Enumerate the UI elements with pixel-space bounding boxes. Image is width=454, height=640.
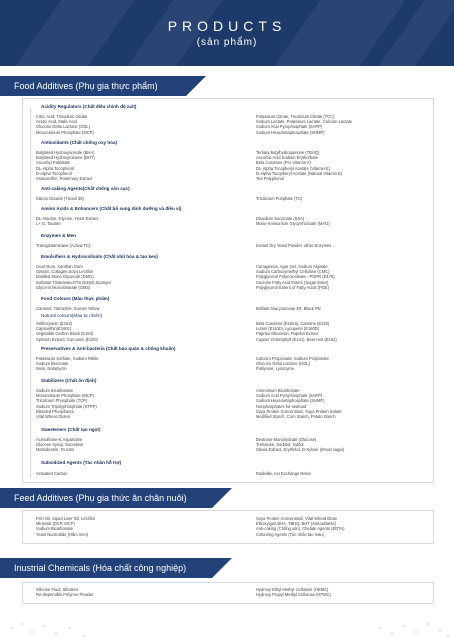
- anticaking-list-right: [256, 196, 302, 201]
- list-item: Polyglycerol Esters of Fatty Acids (PGE): [256, 284, 330, 290]
- list-item: Glucono Delta Lactone (GDL): [256, 361, 310, 367]
- list-item: Instant Dry Yeast Powder, other Enzymes ...: [256, 243, 336, 248]
- colours-list-left: [36, 306, 99, 311]
- list-item: Citric Acid, Trisodium Citrate: [36, 114, 88, 119]
- list-item: Tricalcium Phosphate (TCP): [36, 398, 88, 404]
- emulsifiers-list-right: [256, 264, 335, 290]
- list-item: Ascorbyl Palmitate: [36, 160, 70, 166]
- list-item: Anti-caking (Chống vón), Chelate Agents (EDTA): [256, 526, 345, 532]
- list-item: Brilliant blue,ponceau 4R, Black PN: [256, 306, 321, 311]
- list-item: Ammonium Bicarbonate: [256, 388, 300, 393]
- natural-colours-heading: Natural colours(Màu tự nhiên): [41, 313, 103, 318]
- list-item: Vegetable Carbon Black (E153): [36, 331, 94, 337]
- stabilizers-list-right: [256, 388, 342, 419]
- list-item: Re-dispersible Polymer Powder: [36, 592, 94, 598]
- list-item: Lutein (E161b), Lycopene (E160D): [256, 326, 320, 332]
- stabilizers-list-left: [36, 388, 97, 419]
- list-item: Silicone Fluid, Silicates: [36, 587, 78, 592]
- anticaking-heading: Anti-caking Agents(Chất chống vón cục): [41, 186, 130, 191]
- list-item: Potassium Citrate, Tricalcium Citrate (TCC): [256, 114, 335, 119]
- list-item: Sodium Carboxymethyl Cellulose (CMC): [256, 269, 330, 275]
- feed-list-right: [256, 516, 344, 537]
- list-item: Sodium Tripolyphosphate (STPP): [36, 403, 97, 409]
- list-item: Acesulfame-K,Aspartame: [36, 437, 83, 442]
- list-item: Colouring Agents (Tác nhân tạo màu): [256, 531, 325, 537]
- feed-additives-banner: [0, 488, 212, 508]
- list-item: Silicon Dioxide (Tixosil 38): [36, 196, 84, 201]
- list-item: Butylated Hydroxytoluene (BHT): [36, 155, 95, 161]
- list-item: Hydroxy Ethyl Methyl Cellulose (HEMC): [256, 587, 329, 592]
- amino-heading: Amino Acids & Enhancers (Chất bổ sung dinh dưỡng và điều vị): [41, 206, 182, 211]
- list-item: Paprika Oleoresin, Paprika Extract: [256, 331, 319, 337]
- list-item: Sucrose Fatty Acid Esters (Sugar Ester): [256, 279, 329, 285]
- list-item: Nonphosphates for seafood: [256, 403, 307, 409]
- page-title: PRODUCTS: [167, 18, 287, 34]
- list-item: Monocalcium Phosphate (MCP): [36, 129, 94, 135]
- list-item: Fish Oil, Squid Liver Oil, Lecithin: [36, 516, 96, 521]
- list-item: Astaxanthin, Rosemary Extract: [36, 175, 93, 181]
- list-item: Tertiary-butylhydroquinone (TBHQ): [256, 150, 320, 155]
- list-item: Stevia Extract, Erythritol, D-Xylose (Wood sugar): [256, 447, 345, 453]
- list-item: Minerals (DCP, MCP): [36, 521, 75, 527]
- food-additives-banner: [0, 76, 186, 96]
- enzymes-list-right: [256, 243, 336, 248]
- stabilizers-heading: Stabilizers (Chất ổn định): [41, 378, 97, 383]
- list-item: Capsanthin(E160c): [36, 326, 72, 332]
- list-item: Trehalose, Sorbitol, Xylitol: [256, 442, 304, 448]
- colours-heading: Food Colours (Màu thực phẩm): [41, 296, 110, 301]
- list-item: Monocalcium Phosphate (MCP): [36, 393, 94, 399]
- subsidized-heading: Subsidized Agents (Tác nhân hỗ trợ): [41, 460, 122, 465]
- list-item: Calcium Propionate, Sodium Propionate: [256, 356, 329, 361]
- list-item: Vital Wheat Gluten: [36, 413, 71, 419]
- list-item: Polilysine, Lysozyme: [256, 366, 294, 372]
- list-item: Tricalcium Posphate (TC): [256, 196, 303, 201]
- enzymes-list-left: [36, 243, 90, 248]
- acidity-list-left: [36, 114, 94, 135]
- list-item: Potassium Sorbate, Sodium Nitrite: [36, 356, 99, 361]
- list-item: Spinach Extract, Curcumin (E100): [36, 336, 98, 342]
- list-item: Beta Carotene (Pro Vitamin A): [256, 160, 311, 166]
- list-item: Caramel, Tartrazine, Sunset Yellow: [36, 306, 100, 311]
- antioxidants-list-left: [36, 150, 95, 181]
- decorative-dot-pattern: [0, 598, 454, 640]
- page-subtitle: (sản phẩm): [196, 37, 258, 48]
- subsidized-list-right: [256, 471, 311, 476]
- list-item: Sodium Acid Pyrophosphate (SAPP): [256, 124, 323, 130]
- industrial-chemicals-banner: [0, 558, 212, 578]
- industrial-chemicals-title: Inustrial Chemicals (Hóa chất công nghiệp): [14, 563, 187, 573]
- list-item: Glucono Delta Lactone (GDL): [36, 124, 90, 130]
- feed-list-left: [36, 516, 95, 537]
- list-item: Sodium Benzoate: [36, 361, 69, 367]
- list-item: DL-Alanine, Glycine, Yeast Extract: [36, 216, 99, 221]
- list-item: Maltodextrin, Fructos: [36, 447, 75, 453]
- amino-list-right: [256, 216, 330, 226]
- list-item: Carrageena, Agar Gel, Sodium Alginate: [256, 264, 328, 269]
- list-item: Disodium Succinate (SSA): [256, 216, 305, 221]
- natural-colours-list-left: [36, 321, 98, 342]
- list-item: Copper Chlorophyll (E141), Beet root (E162): [256, 336, 337, 342]
- list-item: Sodium Bicarbonate: [36, 526, 73, 532]
- list-item: Acetic Acid, Malic Acid: [36, 119, 77, 125]
- industrial-list-right: [256, 587, 331, 597]
- list-item: Anthocyanin (E163): [36, 321, 72, 326]
- acidity-heading: Acidity Regulators (Chất điều chỉnh độ axit): [41, 104, 137, 109]
- list-item: Beta Carotene (E160a), Carmine (E120): [256, 321, 330, 326]
- products-header: [0, 0, 454, 66]
- list-item: DL-Alpha Tocopheryl Acetate (Vitamin E): [256, 165, 331, 171]
- sweeteners-heading: Sweeteners (Chất tạo ngọt): [41, 427, 101, 432]
- subsidized-list-left: [36, 471, 67, 476]
- amino-list-left: [36, 216, 98, 226]
- list-item: Hydroxy Propyl Methyl Cellulose (HPMC): [256, 592, 331, 598]
- list-item: Modified Starch, Corn Starch, Potato Starch: [256, 413, 336, 419]
- list-item: L+ G, Taurine: [36, 221, 61, 227]
- list-item: Distilled Mono Glyceride (DMG): [36, 274, 94, 280]
- preservatives-list-right: [256, 356, 329, 372]
- list-item: Sodium Acid Pyrophosphate (SAPP): [256, 393, 323, 399]
- list-item: Radiolite, Ion Exchange Resin: [256, 471, 311, 476]
- list-item: Glucose Syrup, Sucralose: [36, 442, 84, 448]
- list-item: Polyglycerol Polyricinoleate - PGPR (E476): [256, 274, 335, 280]
- acidity-list-right: [256, 114, 352, 135]
- enzymes-heading: Enzymes & Men: [41, 233, 76, 238]
- list-item: D-Alpha Tocopheryl Acetate (Natural Vitamin E): [256, 170, 343, 176]
- industrial-list-left: [36, 587, 93, 597]
- list-item: Transglutaminase (Activa-TG): [36, 243, 91, 248]
- antioxidants-heading: Antioxidants (Chất chống oxy hóa): [41, 140, 118, 145]
- list-item: Glycerin Monostearate (GMS): [36, 284, 91, 290]
- list-item: Soya Protein Concentrate, Soya Protein isolate: [256, 408, 342, 414]
- list-item: D-Alpha Tocopherol: [36, 170, 72, 176]
- sweeteners-list-right: [256, 437, 344, 453]
- list-item: Sodium Lactate, Potassium Lactate, Calcium Lactate: [256, 119, 353, 125]
- list-item: Sodium Bicarbonate: [36, 388, 73, 393]
- list-item: Activated Carbon: [36, 471, 68, 476]
- colours-list-right: [256, 306, 321, 311]
- list-item: Gelatin, Collagen,Soya Lecithin: [36, 269, 94, 275]
- divider: [30, 108, 31, 478]
- sweeteners-list-left: [36, 437, 83, 453]
- list-item: Yeast Nucleotide (Hầm men): [36, 531, 89, 537]
- food-additives-title: Food Additives (Phụ gia thực phẩm): [14, 81, 158, 91]
- emulsifiers-list-left: [36, 264, 111, 290]
- list-item: Sodium Hexametaphosphate (SHMP): [256, 129, 325, 135]
- list-item: Guar Gum, Xanthan Gum: [36, 264, 83, 269]
- list-item: Sodium Hexametaphosphate (SHMP): [256, 398, 325, 404]
- list-item: Dextrose Monohydrate (Glucose): [256, 437, 317, 442]
- emulsifiers-heading: Emulsifiers & Hydrocolloids (Chất nhũ hóa & tạo keo): [41, 254, 158, 259]
- antioxidants-list-right: [256, 150, 342, 181]
- preservatives-list-left: [36, 356, 99, 372]
- preservatives-heading: Preservatives & Anti-bacteria (Chất bảo quản & chống khuẩn): [41, 346, 176, 351]
- list-item: Soya Protein Concentrate, Vital Wheat Glute: [256, 516, 337, 521]
- list-item: Mono-Ammonium Glycyrrhizinate (MAG): [256, 221, 330, 227]
- feed-additives-title: Feed Additives (Phụ gia thức ăn chăn nuôi): [14, 493, 187, 503]
- list-item: Sorbitan Tristearate-STS (E492),Spongel: [36, 279, 111, 285]
- list-item: Nisin, Natamycin: [36, 366, 67, 372]
- list-item: Blended Phosphates: [36, 408, 74, 414]
- list-item: Butylated Hydroxyanisole (BHA): [36, 150, 95, 155]
- anticaking-list-left: [36, 196, 84, 201]
- list-item: Tea Polyphenol: [256, 175, 284, 181]
- natural-colours-list-right: [256, 321, 337, 342]
- list-item: DL-Alpha Tocopherol: [36, 165, 75, 171]
- list-item: Ethoxyquin,BHA, TBHQ, BHT (Antioxidants): [256, 521, 336, 527]
- list-item: Ascorbic Acid Sodium Erythorbate: [256, 155, 318, 161]
